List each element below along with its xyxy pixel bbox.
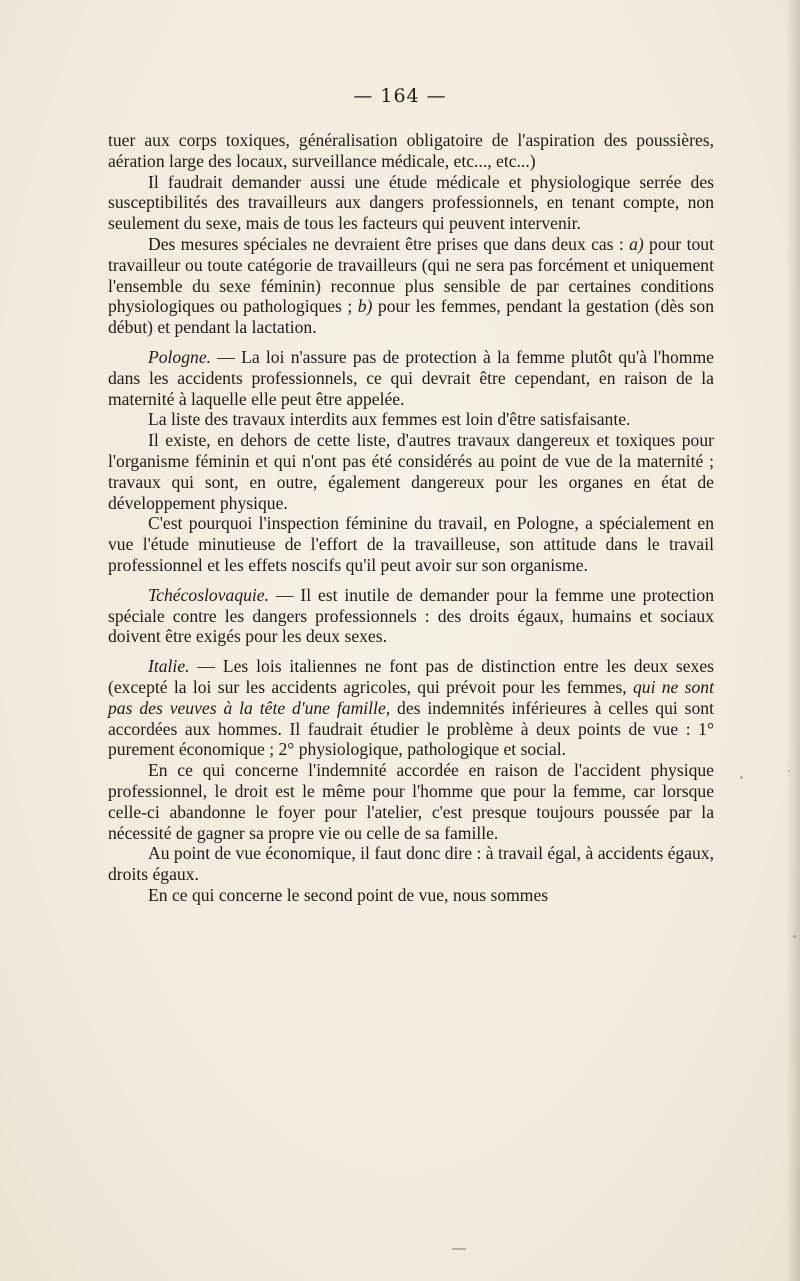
paper-speck [788,770,790,772]
paragraph-dangerous-work: Il existe, en dehors de cette liste, d'autres travaux dangereux et toxiques pour l'organisme féminin et qui n'ont pas été considérés au point de vue de la maternité ; travaux qui sont, en outre, également dangereux pour les organes en état de développement physique. [108,430,714,513]
section-heading-tchecoslovaquie: Tchécoslovaquie. [148,584,270,605]
paper-speck [740,776,743,779]
paragraph-economic: Au point de vue économique, il faut donc dire : à travail égal, à accidents égaux, droits égaux. [108,843,714,885]
paper-speck [793,935,796,938]
item-marker-b: b) [357,296,373,317]
section-pologne [108,347,714,409]
section-tchecoslovaquie [108,585,714,647]
section-text-pologne: — La loi n'assure pas de protection à la femme plutôt qu'à l'homme dans les accidents professionnels, ce qui devrait être cependant, en raison de la maternité à laquelle elle peut être appelée. [108,346,714,409]
paragraph-forbidden-work: La liste des travaux interdits aux femmes est loin d'être satisfaisante. [148,409,631,430]
paragraph-indemnity: En ce qui concerne l'indemnité accordée en raison de l'accident physique professionnel, le droit est le même pour l'homme que pour la femme, car lorsque celle-ci abandonne le foyer pour l'atelier, c'est presque toujours poussée par la nécessité de gagner sa propre vie ou celle de sa famille. [108,760,714,843]
section-heading-italie: Italie. [148,656,190,677]
section-text-italie-2: des indemnités inférieures à celles qui sont accordées aux hommes. Il faudrait étudier le problème à deux points de vue : 1° purement économique ; 2° physiologique, pathologique et social. [108,697,714,760]
paragraph-medical-study: Il faudrait demander aussi une étude médicale et physiologique serrée des susceptibilités des travailleurs aux dangers professionnels, en tenant compte, non seulement du sexe, mais de tous les facteurs qui peuvent intervenir. [108,171,714,234]
section-italic-clause-italie: qui ne sont pas des veuves à la tête d'une famille, [108,676,714,718]
item-marker-a: a) [629,233,644,254]
paragraph-special-measures-text-3: pour les femmes, pendant la gestation (dès son début) et pendant la lactation. [108,296,714,338]
paragraph-special-measures-text-2: pour tout travailleur ou toute catégorie de travailleurs (qui ne sera pas forcément et uniquement l'ensemble du sexe féminin) reconnue plus sensible de par certaines conditions physiologiques ou pathologiques ; [108,233,714,317]
page-number: — 164 — [353,85,447,107]
paragraph-continuation: tuer aux corps toxiques, généralisation obligatoire de l'aspiration des poussières, aération large des locaux, surveillance médicale, etc..., etc...) [108,130,714,171]
paragraph-special-measures [108,234,714,338]
section-text-tchecoslovaquie: — Il est inutile de demander pour la femme une protection spéciale contre les dangers professionnels : des droits égaux, humains et sociaux doivent être exigés pour les deux sexes. [108,584,714,647]
paragraph-inspection: C'est pourquoi l'inspection féminine du travail, en Pologne, a spécialement en vue l'étude minutieuse de l'effort de la travailleuse, son attitude dans le travail professionnel et les effets noscifs qu'il peut avoir sur son organisme. [108,513,714,575]
paper-speck [452,1248,466,1250]
section-italie [108,656,714,760]
page-edge-shadow [786,0,800,1281]
body-text [108,130,714,906]
paragraph-special-measures-text-1: Des mesures spéciales ne devraient être prises que dans deux cas : [148,233,630,254]
section-heading-pologne: Pologne. [148,346,212,367]
paragraph-second-point: En ce qui concerne le second point de vue, nous sommes [148,884,549,905]
section-text-italie-1: — Les lois italiennes ne font pas de distinction entre les deux sexes (excepté la loi sur les accidents agricoles, qui prévoit pour les femmes, [108,656,714,697]
